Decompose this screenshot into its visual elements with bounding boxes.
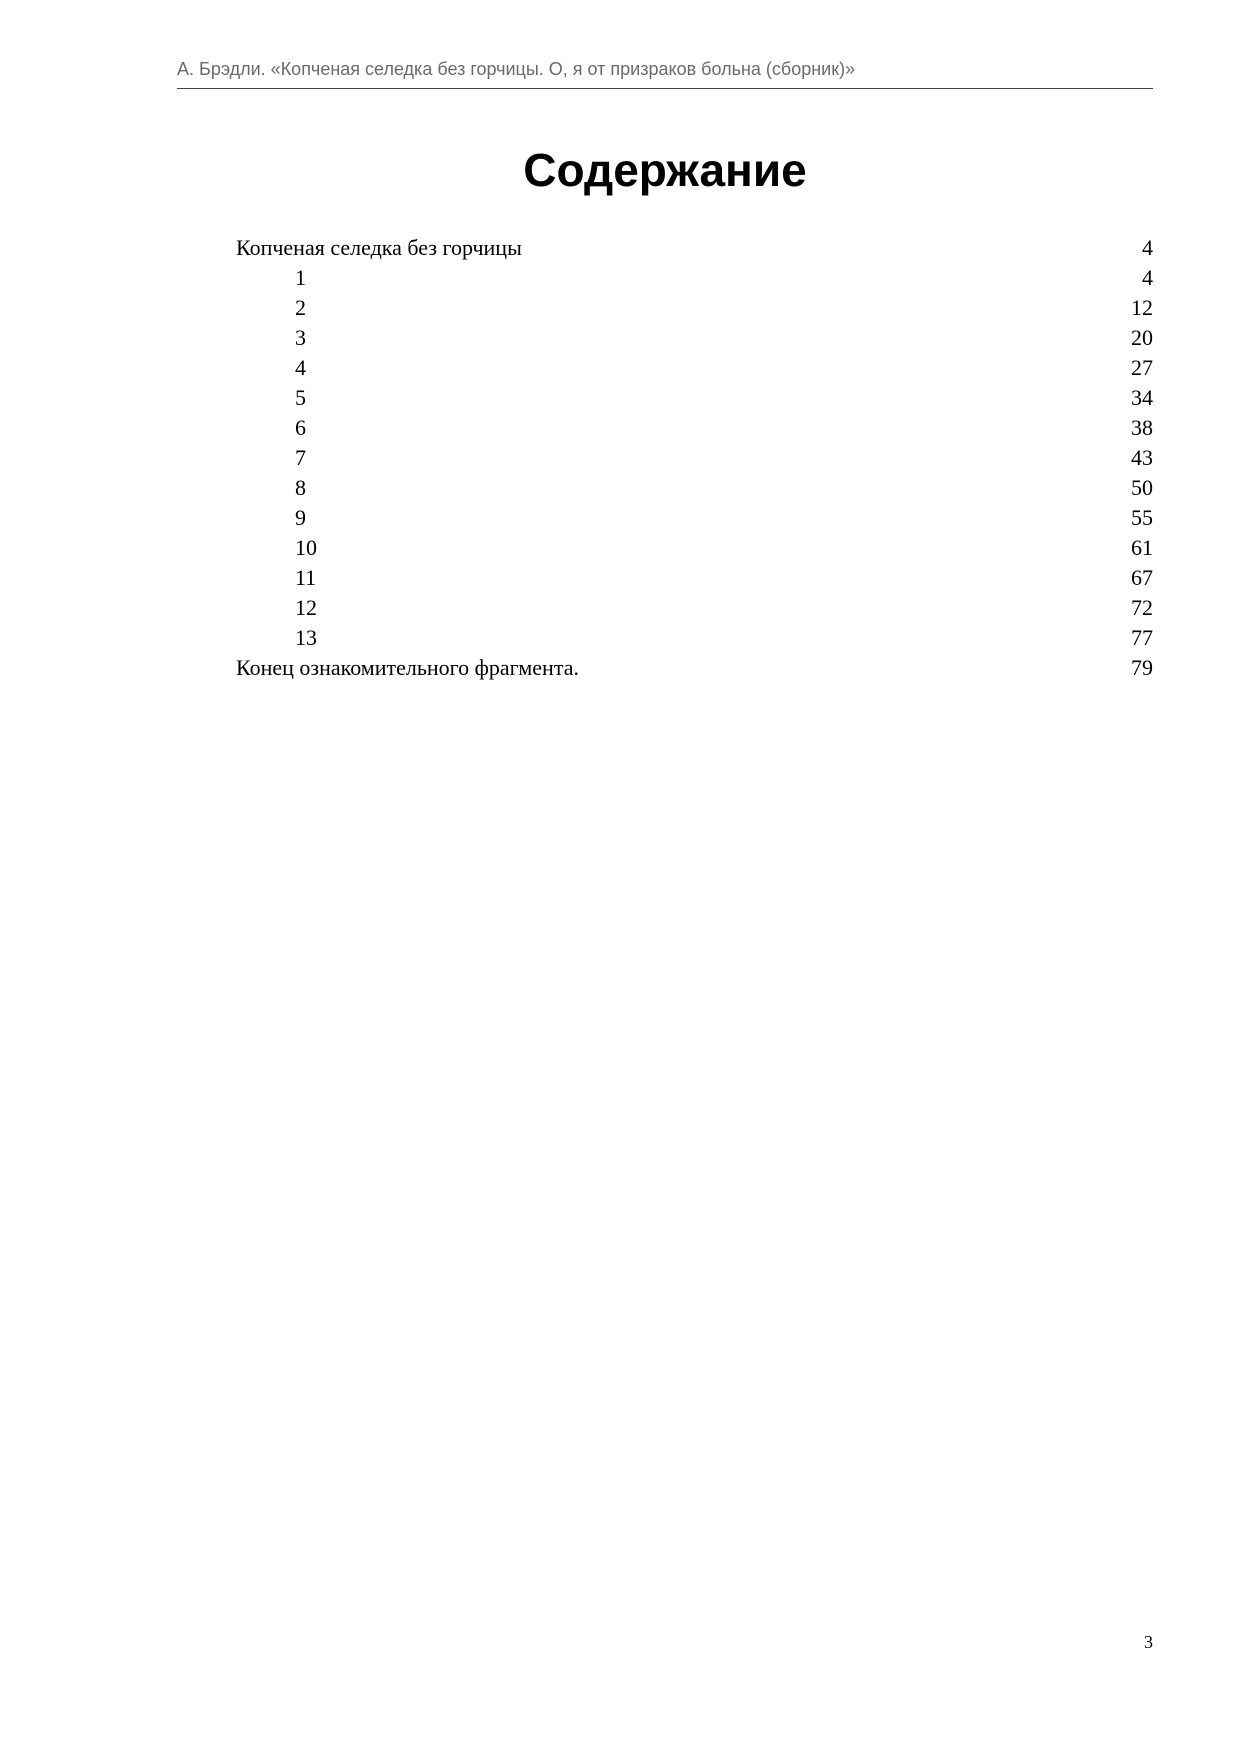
toc-entry[interactable] (236, 263, 1153, 293)
toc-entry[interactable] (236, 593, 1153, 623)
toc-entry-page: 79 (1131, 655, 1153, 680)
toc-entry-page: 27 (1131, 355, 1153, 380)
toc-entry-page: 77 (1131, 625, 1153, 650)
toc-entry[interactable] (236, 503, 1153, 533)
toc-entry[interactable] (236, 443, 1153, 473)
toc-entry[interactable] (236, 353, 1153, 383)
toc-entry-label: 9 (295, 505, 306, 530)
toc-entry-page: 67 (1131, 565, 1153, 590)
toc-entry-page: 61 (1131, 535, 1153, 560)
toc-entry[interactable] (236, 653, 1153, 683)
toc-entry-page: 50 (1131, 475, 1153, 500)
toc-entry[interactable] (236, 623, 1153, 653)
toc-entry[interactable] (236, 533, 1153, 563)
toc-entry-label: 10 (295, 535, 317, 560)
toc-entry[interactable] (236, 293, 1153, 323)
table-of-contents (236, 233, 1153, 683)
toc-entry-label: Копченая селедка без горчицы (236, 235, 522, 260)
toc-entry-label: 11 (295, 565, 317, 590)
toc-entry-label: 8 (295, 475, 306, 500)
toc-entry-page: 55 (1131, 505, 1153, 530)
toc-entry[interactable] (236, 383, 1153, 413)
toc-entry-page: 4 (1142, 265, 1153, 290)
toc-entry-label: 3 (295, 325, 306, 350)
toc-entry[interactable] (236, 323, 1153, 353)
toc-entry[interactable] (236, 233, 1153, 263)
running-header: А. Брэдли. «Копченая селедка без горчицы. О, я от призраков больна (сборник)» (177, 59, 856, 79)
toc-title: Содержание (523, 144, 807, 196)
toc-entry-label: 5 (295, 385, 306, 410)
toc-entry-label: 12 (295, 595, 317, 620)
toc-entry-page: 43 (1131, 445, 1153, 470)
toc-entry-label: 2 (295, 295, 306, 320)
toc-entry-page: 38 (1131, 415, 1153, 440)
toc-entry-page: 4 (1142, 235, 1153, 260)
toc-entry-label: 1 (295, 265, 306, 290)
toc-entry-label: Конец ознакомительного фрагмента. (236, 655, 579, 680)
toc-entry-label: 4 (295, 355, 306, 380)
toc-entry[interactable] (236, 563, 1153, 593)
toc-entry-page: 12 (1131, 295, 1153, 320)
toc-entry[interactable] (236, 413, 1153, 443)
toc-entry-page: 72 (1131, 595, 1153, 620)
toc-entry-label: 6 (295, 415, 306, 440)
header-divider (177, 88, 1153, 89)
page-number: 3 (1144, 1632, 1153, 1652)
toc-entry-label: 7 (295, 445, 306, 470)
toc-entry-page: 34 (1131, 385, 1153, 410)
toc-entry-page: 20 (1131, 325, 1153, 350)
toc-entry[interactable] (236, 473, 1153, 503)
toc-entry-label: 13 (295, 625, 317, 650)
